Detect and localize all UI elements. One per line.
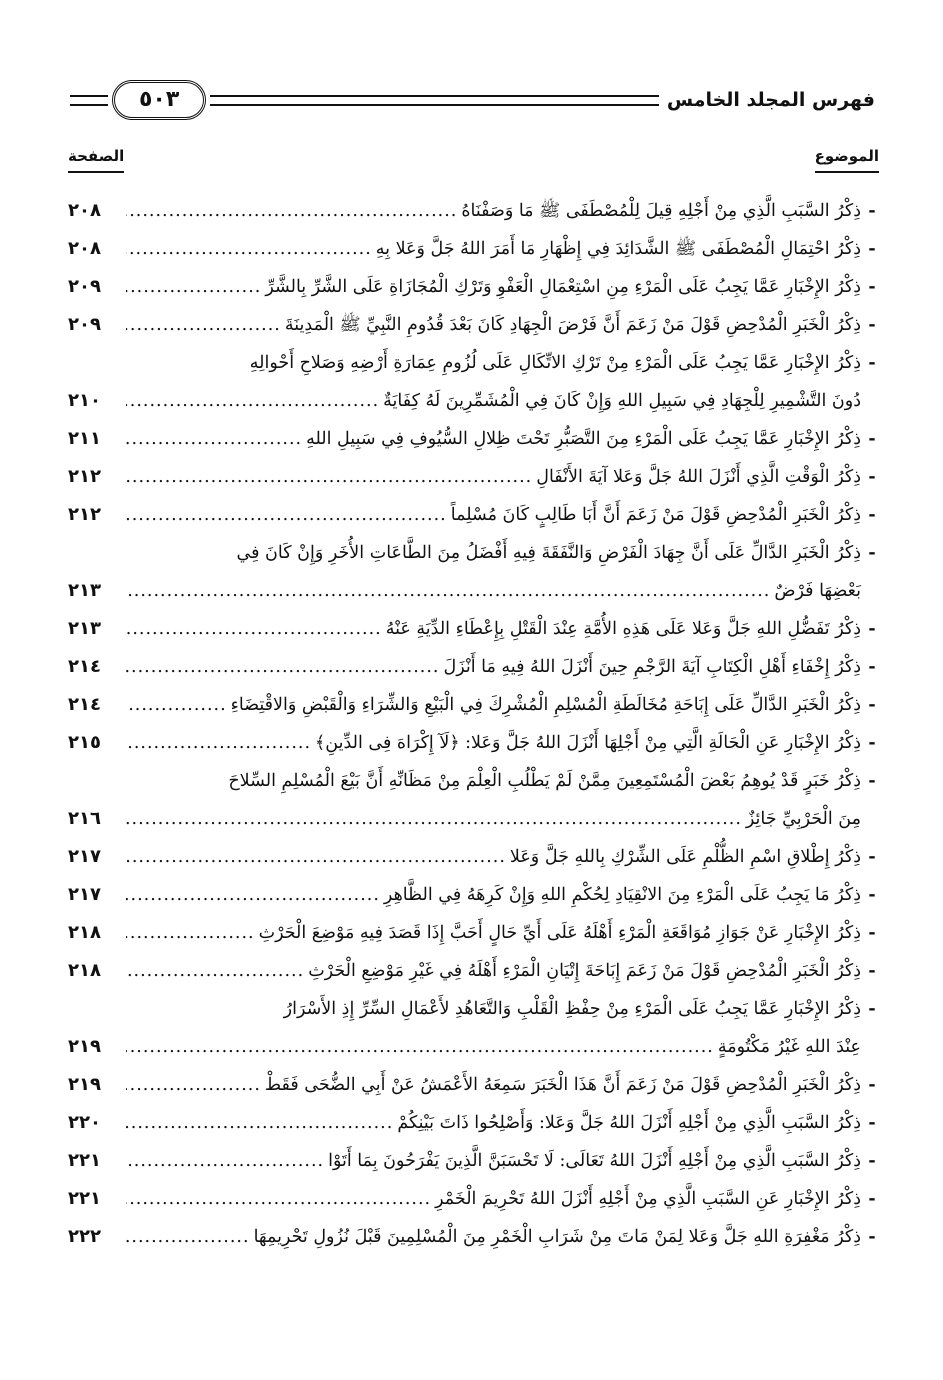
toc-entry [68, 952, 883, 990]
entry-page-number: ٢٢١ [68, 1188, 101, 1209]
entry-page-number: ٢١٨ [68, 960, 101, 981]
toc-entry [68, 1104, 883, 1142]
entry-title: ذِكْرُ احْتِمَالِ الْمُصْطَفَى ﷺ الشَّدَائِدَ فِي إِظْهَارِ مَا أَمَرَ اللهُ جَلَّ وَعَلا بِهِ [375, 239, 861, 259]
toc-entry [68, 1218, 883, 1256]
entry-bullet: - [868, 1189, 876, 1209]
dot-leader [126, 1028, 714, 1066]
entry-bullet: - [868, 695, 876, 715]
dot-leader [126, 496, 447, 534]
dot-leader [126, 648, 439, 686]
entry-title: ذِكْرُ مَغْفِرَةِ اللهِ جَلَّ وَعَلا لِمَنْ مَاتَ مِنْ شَرَابِ الْخَمْرِ مِنَ الْمُسْلِمِينَ قَبْلَ نُزُولِ تَحْرِيمِهَا [253, 1227, 861, 1247]
entry-bullet: - [868, 239, 876, 259]
entry-title: ذِكْرُ إِطْلاقِ اسْمِ الظُّلْمِ عَلَى الشِّرْكِ بِاللهِ جَلَّ وَعَلا [509, 847, 861, 867]
dot-leader [126, 686, 227, 724]
entry-title: ذِكْرُ خَبَرٍ قَدْ يُوهِمُ بَعْضَ الْمُسْتَمِعِينَ مِمَّنْ لَمْ يَطْلُبِ الْعِلْمَ مِنْ مَظَانِّهِ أَنَّ بَيْعَ الْمُسْلِمِ السِّلاحَ [228, 771, 861, 791]
entry-page-number: ٢١١ [68, 428, 101, 449]
dot-leader [126, 876, 380, 914]
entry-page-number: ٢١٩ [68, 1036, 101, 1057]
entry-title: دُونَ التَّشْمِيرِ لِلْجِهَادِ فِي سَبِيلِ اللهِ وَإِنْ كَانَ فِي الْمُشَمِّرِينَ لَهُ كِفَايَةٌ [383, 391, 861, 411]
toc-entry [68, 762, 883, 800]
entry-title: ذِكْرُ الْخَبَرِ الدَّالِّ عَلَى أَنَّ جِهَادَ الْفَرْضِ وَالنَّفَقَةَ فِيهِ أَفْضَلُ مِنَ الطَّاعَاتِ الأُخَرِ وَإِنْ كَانَ فِي [236, 543, 861, 563]
dot-leader [126, 268, 261, 306]
toc-entry [68, 268, 883, 306]
dot-leader [126, 1218, 250, 1256]
entry-title: ذِكْرُ السَّبَبِ الَّذِي مِنْ أَجْلِهِ أَنْزَلَ اللهُ جَلَّ وَعَلا: وَأَصْلِحُوا ذَاتَ بَيْنِكُمْ [397, 1113, 861, 1133]
entry-bullet: - [868, 1113, 876, 1133]
entry-title: ذِكْرُ الإِخْبَارِ عَنِ السَّبَبِ الَّذِي مِنْ أَجْلِهِ أَنْزَلَ اللهُ تَحْرِيمَ الْخَمْرِ [435, 1189, 861, 1209]
entry-title: ذِكْرُ الإِخْبَارِ عَمَّا يَجِبُ عَلَى الْمَرْءِ مِنَ التَّصَبُّرِ تَحْتَ ظِلالِ السُّيُوفِ فِي سَبِيلِ اللهِ [306, 429, 861, 449]
entry-page-number: ٢١٢ [68, 466, 101, 487]
dot-leader [126, 610, 382, 648]
dot-leader [126, 306, 281, 344]
entry-bullet: - [868, 1075, 876, 1095]
toc-entry [68, 496, 883, 534]
volume-title: فهرس المجلد الخامس [666, 88, 875, 111]
toc-entry [68, 230, 883, 268]
running-header [70, 78, 875, 122]
toc-entry [68, 344, 883, 382]
entry-title: ذِكْرُ إِخْفَاءِ أَهْلِ الْكِتَابِ آيَةَ الرَّجْمِ حِينَ أَنْزَلَ اللهُ فِيهِ مَا أَنْزَلَ [443, 657, 861, 677]
entry-bullet: - [868, 467, 876, 487]
toc-entry [68, 458, 883, 496]
toc-entry [68, 1142, 883, 1180]
dot-leader [126, 838, 506, 876]
dot-leader [126, 458, 532, 496]
toc-entry [68, 686, 883, 724]
entry-bullet: - [868, 543, 876, 563]
toc-entry [68, 990, 883, 1028]
entry-title: ذِكْرُ الْخَبَرِ الْمُدْحِضِ قَوْلَ مَنْ زَعَمَ أَنَّ فَرْضَ الْجِهَادِ كَانَ بَعْدَ قُدُومِ النَّبِيِّ ﷺ الْمَدِينَةَ [284, 315, 861, 335]
entry-bullet: - [868, 505, 876, 525]
entry-page-number: ٢١٥ [68, 732, 101, 753]
page-number: ٥٠٣ [112, 80, 206, 120]
toc-entry [68, 610, 883, 648]
column-headings [68, 147, 879, 181]
entry-bullet: - [868, 201, 876, 221]
entry-page-number: ٢١٠ [68, 390, 101, 411]
dot-leader [126, 914, 255, 952]
entry-page-number: ٢١٦ [68, 808, 101, 829]
dot-leader [126, 800, 742, 838]
entry-page-number: ٢٢٢ [68, 1226, 101, 1247]
entry-page-number: ٢١٤ [68, 656, 101, 677]
dot-leader [126, 1104, 393, 1142]
topic-column-label: الموضوع [815, 147, 879, 173]
toc-entry [68, 838, 883, 876]
toc-list [68, 192, 883, 1256]
dot-leader [126, 724, 311, 762]
toc-entry [68, 648, 883, 686]
toc-entry [68, 192, 883, 230]
entry-title: مِنَ الْحَرْبِيِّ جَائِزٌ [745, 809, 861, 829]
header-rule [210, 95, 659, 106]
entry-title: ذِكْرُ الْخَبَرِ الْمُدْحِضِ قَوْلَ مَنْ زَعَمَ أَنَّ هَذَا الْخَبَرَ سَمِعَهُ الأَعْمَشُ عَنْ أَبِي الضُّحَى فَقَطْ [264, 1075, 861, 1095]
entry-title: ذِكْرُ تَفَضُّلِ اللهِ جَلَّ وَعَلا عَلَى هَذِهِ الأُمَّةِ عِنْدَ الْقَتْلِ بِإِعْطَاءِ الدِّيَةِ عَنْهُ [385, 619, 861, 639]
toc-entry [68, 534, 883, 572]
entry-bullet: - [868, 429, 876, 449]
entry-bullet: - [868, 999, 876, 1019]
entry-title: ذِكْرُ الْوَقْتِ الَّذِي أَنْزَلَ اللهُ جَلَّ وَعَلا آيَةَ الأَنْفَالِ [536, 467, 861, 487]
toc-entry [68, 876, 883, 914]
entry-bullet: - [868, 847, 876, 867]
dot-leader [126, 952, 304, 990]
toc-entry-continuation [68, 800, 883, 838]
entry-page-number: ٢١٨ [68, 922, 101, 943]
entry-title: عِنْدَ اللهِ غَيْرُ مَكْتُومَةٍ [717, 1037, 861, 1057]
page-column-label: الصفحة [68, 147, 124, 173]
entry-page-number: ٢١٧ [68, 884, 101, 905]
toc-entry [68, 420, 883, 458]
entry-bullet: - [868, 353, 876, 373]
entry-bullet: - [868, 315, 876, 335]
entry-page-number: ٢٠٩ [68, 314, 101, 335]
entry-bullet: - [868, 961, 876, 981]
dot-leader [126, 572, 770, 610]
entry-title: ذِكْرُ الإِخْبَارِ عَنْ جَوَازِ مُوَاقَعَةِ الْمَرْءِ أَهْلَهُ عَلَى أَيِّ حَالٍ أَحَبَّ إِذَا قَصَدَ فِيهِ مَوْضِعَ الْحَرْثِ [258, 923, 861, 943]
entry-title: ذِكْرُ الإِخْبَارِ عَمَّا يَجِبُ عَلَى الْمَرْءِ مِنْ تَرْكِ الاتِّكَالِ عَلَى لُزُومِ عِمَارَةِ أَرْضِهِ وَصَلاحِ أَحْوالِهِ [249, 353, 861, 373]
entry-bullet: - [868, 771, 876, 791]
dot-leader [126, 192, 457, 230]
entry-title: ذِكْرُ السَّبَبِ الَّذِي مِنْ أَجْلِهِ أَنْزَلَ اللهُ تَعَالَى: لَا تَحْسَبَنَّ الَّذِينَ يَفْرَحُونَ بِمَا أَتَوْا [328, 1151, 861, 1171]
entry-title: ذِكْرُ السَّبَبِ الَّذِي مِنْ أَجْلِهِ قِيلَ لِلْمُصْطَفَى ﷺ مَا وَصَفْنَاهُ [461, 201, 861, 221]
entry-bullet: - [868, 619, 876, 639]
entry-page-number: ٢٠٨ [68, 200, 101, 221]
entry-title: ذِكْرُ الْخَبَرِ الْمُدْحِضِ قَوْلَ مَنْ زَعَمَ إِبَاحَةَ إِتْيَانِ الْمَرْءِ أَهْلَهُ فِي غَيْرِ مَوْضِعِ الْحَرْثِ [308, 961, 861, 981]
entry-page-number: ٢١٤ [68, 694, 101, 715]
entry-bullet: - [868, 885, 876, 905]
dot-leader [126, 230, 372, 268]
entry-title: ذِكْرُ مَا يَجِبُ عَلَى الْمَرْءِ مِنَ الانْقِيَادِ لِحُكْمِ اللهِ وَإِنْ كَرِهَهُ فِي الظَّاهِرِ [383, 885, 861, 905]
toc-entry-continuation [68, 382, 883, 420]
toc-entry-continuation [68, 572, 883, 610]
entry-bullet: - [868, 277, 876, 297]
dot-leader [126, 420, 302, 458]
entry-page-number: ٢١٢ [68, 504, 101, 525]
toc-entry [68, 306, 883, 344]
dot-leader [126, 1066, 261, 1104]
entry-page-number: ٢٢١ [68, 1150, 101, 1171]
dot-leader [126, 1142, 324, 1180]
entry-page-number: ٢١٧ [68, 846, 101, 867]
entry-title: ذِكْرُ الإِخْبَارِ عَمَّا يَجِبُ عَلَى الْمَرْءِ مِنِ اسْتِعْمَالِ الْعَفْوِ وَتَرْكِ الْمُجَازَاةِ عَلَى الشَّرِّ بِالشَّرِّ [265, 277, 861, 297]
entry-page-number: ٢١٩ [68, 1074, 101, 1095]
toc-entry [68, 724, 883, 762]
dot-leader [126, 382, 379, 420]
toc-entry [68, 1066, 883, 1104]
entry-page-number: ٢٠٨ [68, 238, 101, 259]
entry-page-number: ٢٠٩ [68, 276, 101, 297]
entry-title: ذِكْرُ الْخَبَرِ الدَّالِّ عَلَى إِبَاحَةِ مُخَالَطَةِ الْمُسْلِمِ الْمُشْرِكَ فِي الْبَيْعِ وَالشِّرَاءِ وَالْقَبْضِ وَالاقْتِضَاءِ [230, 695, 861, 715]
toc-entry [68, 914, 883, 952]
toc-entry [68, 1180, 883, 1218]
entry-title: ذِكْرُ الإِخْبَارِ عَمَّا يَجِبُ عَلَى الْمَرْءِ مِنْ حِفْظِ الْقَلْبِ وَالتَّعَاهُدِ لأَعْمَالِ السِّرِّ إِذِ الأَسْرَارُ [283, 999, 861, 1019]
entry-title: بَعْضِهَا فَرْضٌ [774, 581, 861, 601]
entry-bullet: - [868, 923, 876, 943]
entry-title: ذِكْرُ الْخَبَرِ الْمُدْحِضِ قَوْلَ مَنْ زَعَمَ أَنَّ أَبَا طَالِبٍ كَانَ مُسْلِماً [450, 505, 861, 525]
header-rule-end [70, 95, 108, 106]
toc-entry-continuation [68, 1028, 883, 1066]
entry-bullet: - [868, 733, 876, 753]
dot-leader [126, 1180, 431, 1218]
entry-page-number: ٢١٣ [68, 618, 101, 639]
entry-title: ذِكْرُ الإِخْبَارِ عَنِ الْحَالَةِ الَّتِي مِنْ أَجْلِهَا أَنْزَلَ اللهُ جَلَّ وَعَلا: ﴿لَآ إِكْرَاهَ فِى الدِّينِ﴾ [315, 733, 861, 753]
entry-page-number: ٢١٣ [68, 580, 101, 601]
entry-bullet: - [868, 1151, 876, 1171]
entry-bullet: - [868, 657, 876, 677]
entry-bullet: - [868, 1227, 876, 1247]
entry-page-number: ٢٢٠ [68, 1112, 101, 1133]
